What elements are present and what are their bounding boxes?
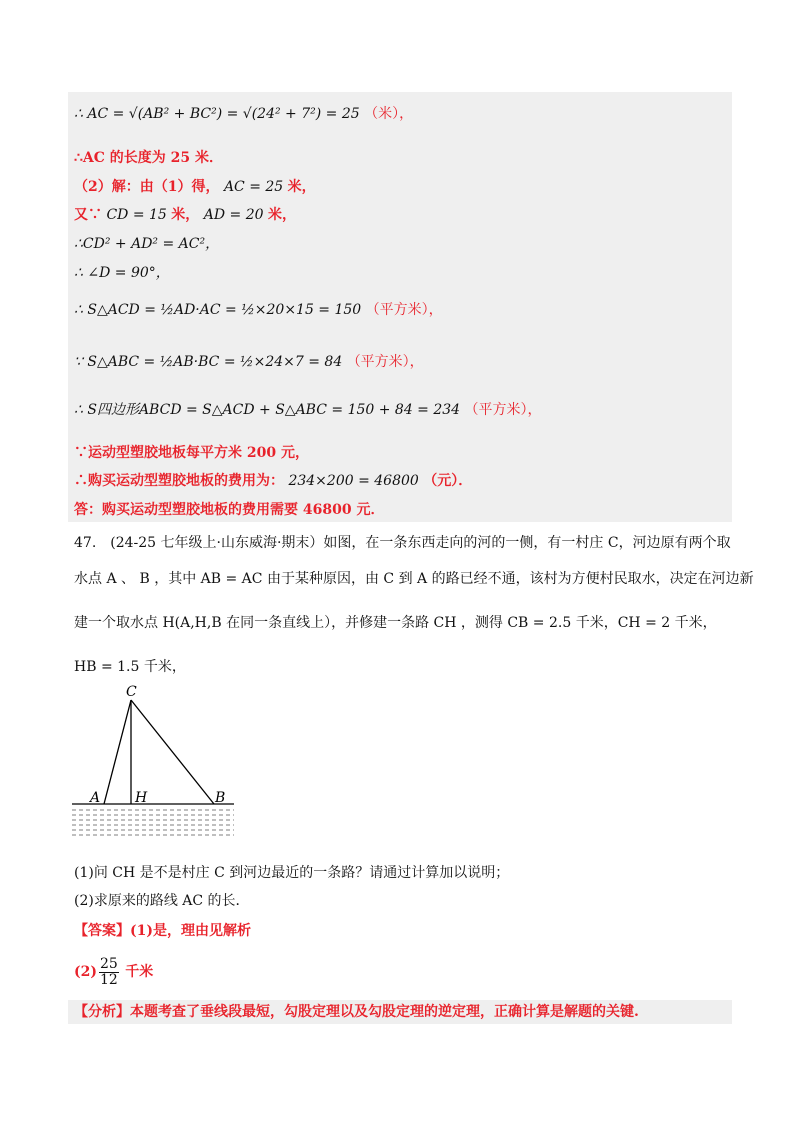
step-label: （2）解：由（1）得， [74,179,220,195]
fraction-denominator: 12 [100,971,118,988]
solution-line-5: ∴CD² + AD² = AC²， [74,236,220,252]
formula-ad: AD = 20 [203,207,264,223]
solution-line-3 [74,177,316,197]
formula-area-abc: ∵ S△ABC = ½AB·BC = ½×24×7 = 84 [74,354,343,370]
unit-label: （元）． [423,473,473,489]
answer-line-1 [74,920,251,942]
solution-line-10: ∵运动型塑胶地板每平方米 200 元， [74,445,309,461]
label-c: C [126,684,137,700]
because-label: 又∵ [74,207,102,223]
formula-area-total: ∴ S四边形ABCD = S△ACD + S△ABC = 150 + 84 = 234 [74,402,461,418]
solution-line-9 [74,400,542,420]
sub-question-2: (2)求原来的路线 AC 的长． [74,893,250,909]
unit-label: （平方米）， [365,302,443,318]
unit-label: 米， [267,207,296,223]
formula-ac-sqrt: ∴ AC = √(AB² + BC²) = √(24² + 7²) = 25 [74,106,360,122]
question-line-4: HB = 1.5 千米， [74,659,186,675]
solution-line-1 [74,104,413,124]
unit-label: 米， [171,207,200,223]
label-h: H [135,790,148,806]
unit-label: （平方米）， [346,354,424,370]
solution-line-11 [74,471,472,491]
answer-2-fraction [99,957,119,988]
unit-label: 米， [287,179,316,195]
answer-2-unit: 千米 [125,964,154,980]
triangle-figure [68,684,248,844]
solution-line-2: ∴AC 的长度为 25 米． [74,150,224,166]
solution-line-6: ∴ ∠D = 90°， [74,265,170,281]
question-line-2: 水点 A 、 B ，其中 AB = AC 由于某种原因，由 C 到 A 的路已经不通，该村为方便村民取水，决定在河边新 [74,571,754,587]
solution-line-7 [74,300,443,320]
fraction-numerator: 25 [100,955,118,972]
answer-1: (1)是，理由见解析 [130,923,251,939]
question-line-1: 47. (24-25 七年级上·山东威海·期末）如图，在一条东西走向的河的一侧，有一村庄 C，河边原有两个取 [74,535,731,551]
label-a: A [90,790,101,806]
question-line-3: 建一个取水点 H(A,H,B 在同一条直线上），并修建一条路 CH ，测得 CB = 2.5 千米，CH = 2 千米， [74,615,717,631]
sub-question-1: (1)问 CH 是不是村庄 C 到河边最近的一条路？请通过计算加以说明； [74,865,510,881]
solution-line-12: 答：购买运动型塑胶地板的费用需要 46800 元． [74,502,385,518]
unit-label: （平方米）， [464,402,542,418]
segment-ca [104,700,131,804]
analysis-tag: 【分析】 [74,1004,130,1020]
formula-cost: 234×200 = 46800 [288,473,419,489]
river-water [72,810,234,835]
analysis-text: 本题考查了垂线段最短，勾股定理以及勾股定理的逆定理，正确计算是解题的关键. [130,1004,639,1020]
segment-cb [131,700,214,804]
solution-line-8 [74,352,424,372]
label-b: B [215,790,226,806]
cost-label: ∴购买运动型塑胶地板的费用为： [74,473,284,489]
answer-line-2 [74,956,153,988]
analysis-line [74,1001,639,1023]
unit-label: （米）， [364,106,414,122]
formula-cd: CD = 15 [106,207,167,223]
answer-2-prefix: (2) [74,964,97,980]
formula-area-acd: ∴ S△ACD = ½AD·AC = ½×20×15 = 150 [74,302,362,318]
formula-ac: AC = 25 [223,179,284,195]
answer-tag: 【答案】 [74,923,130,939]
solution-line-4 [74,205,296,225]
